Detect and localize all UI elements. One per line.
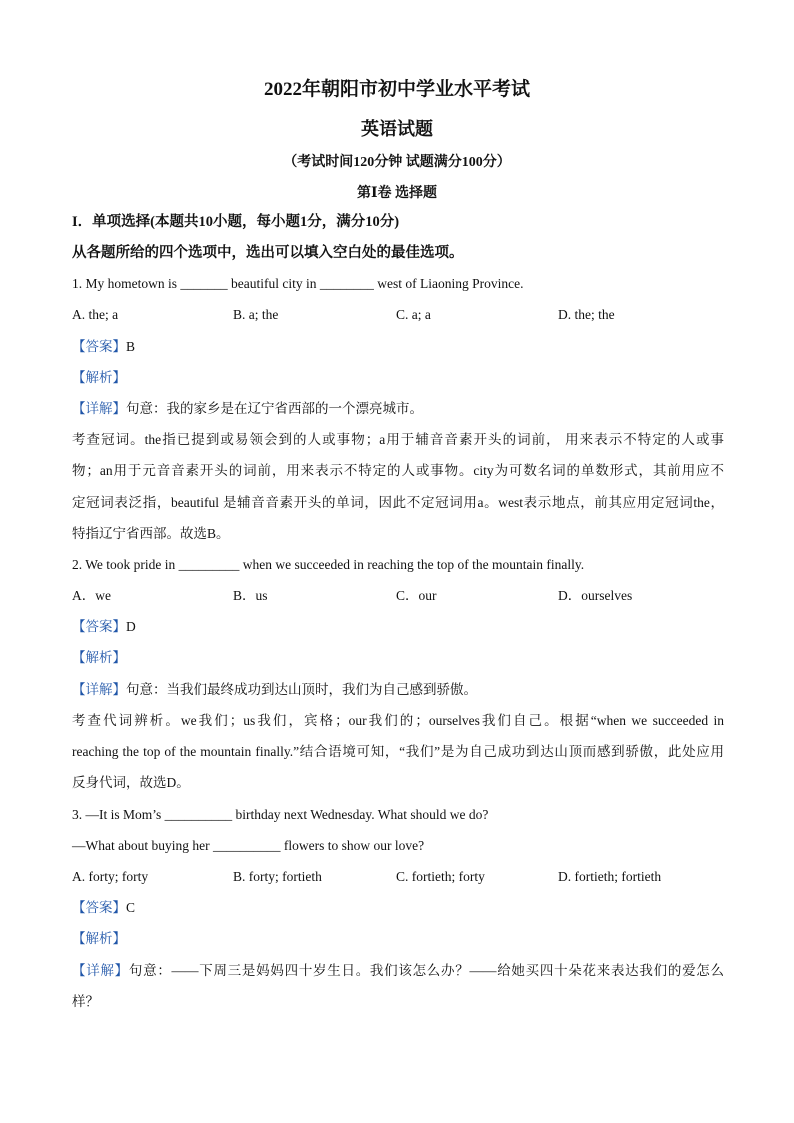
q2-explain-line: 考查代词辨析。we我们；us我们，宾格；our我们的；ourselves我们自己。根据“when we succeeded in (72, 713, 724, 728)
q3-detail-line-2: 样？ (72, 994, 99, 1009)
q1-explain-line: 物；an用于元音音素开头的词前，用来表示不特定的人或事物。city为可数名词的单数形式，其前用应不 (72, 463, 724, 478)
q2-stem: 2. We took pride in _________ when we succeeded in reaching the top of the mountain finally. (72, 557, 585, 572)
detail-label: 【详解】 (72, 963, 129, 978)
q1-option-d: D. the; the (558, 307, 615, 322)
q2-option-c: C．our (396, 588, 437, 603)
exam-info: （考试时间120分钟 试题满分100分） (283, 155, 511, 170)
q2-option-b: B．us (233, 588, 268, 603)
q3-option-d: D. fortieth; fortieth (558, 869, 662, 884)
answer-label: 【答案】 (72, 900, 126, 915)
q2-detail-line (72, 681, 477, 699)
subject-title: 英语试题 (361, 119, 433, 139)
q2-analysis-line (72, 649, 126, 667)
answer-label: 【答案】 (72, 619, 126, 634)
q1-option-a: A. the; a (72, 307, 119, 322)
q3-answer-line (72, 899, 135, 917)
q3-detail-text: 句意：——下周三是妈妈四十岁生日。我们该怎么办？——给她买四十朵花来表达我们的爱怎么 (128, 963, 725, 978)
q1-analysis-line (72, 369, 126, 387)
exam-title: 2022年朝阳市初中学业水平考试 (263, 79, 530, 100)
q1-explain-line: 考查冠词。the指已提到或易领会到的人或事物；a用于辅音音素开头的词前， 用来表示不特定的人或事 (72, 432, 724, 447)
analysis-label: 【解析】 (72, 931, 126, 946)
q3-detail-line (72, 962, 724, 980)
q2-option-d: D．ourselves (558, 588, 633, 603)
q2-option-a: A．we (72, 588, 111, 603)
q3-option-b: B. forty; fortieth (233, 869, 322, 884)
answer-label: 【答案】 (72, 339, 126, 354)
q1-explain-line: 特指辽宁省西部。故选B。 (72, 526, 230, 541)
q2-explain-line: reaching the top of the mountain finally.”结合语境可知，“我们”是为自己成功到达山顶而感到骄傲，此处应用 (72, 744, 724, 759)
q1-answer-line (72, 338, 135, 356)
q2-answer: D (126, 619, 136, 634)
q1-detail-text: 句意：我的家乡是在辽宁省西部的一个漂亮城市。 (126, 401, 423, 416)
analysis-label: 【解析】 (72, 650, 126, 665)
volume-title: 第Ⅰ卷 选择题 (356, 186, 438, 201)
section-instruction: 从各题所给的四个选项中，选出可以填入空白处的最佳选项。 (72, 245, 464, 261)
q1-detail-line (72, 400, 423, 418)
q2-answer-line (72, 618, 136, 636)
q3-option-c: C. fortieth; forty (396, 869, 485, 884)
detail-label: 【详解】 (72, 401, 126, 416)
q3-stem: 3. —It is Mom’s __________ birthday next Wednesday. What should we do? (72, 807, 489, 822)
section-heading: I．单项选择(本题共10小题，每小题1分，满分10分) (72, 214, 400, 230)
q3-stem: —What about buying her __________ flowers to show our love? (72, 838, 425, 853)
q1-option-c: C. a; a (396, 307, 431, 322)
q1-stem: 1. My hometown is _______ beautiful city in ________ west of Liaoning Province. (72, 276, 524, 291)
q2-detail-text: 句意：当我们最终成功到达山顶时，我们为自己感到骄傲。 (126, 682, 477, 697)
q1-answer: B (126, 339, 136, 354)
q3-option-a: A. forty; forty (72, 869, 149, 884)
q1-explain-line: 定冠词表泛指，beautiful 是辅音音素开头的单词，因此不定冠词用a。west表示地点，前其应用定冠词the， (72, 495, 724, 510)
q3-answer: C (126, 900, 136, 915)
q2-explain-line: 反身代词，故选D。 (72, 775, 190, 790)
q3-analysis-line (72, 930, 126, 948)
analysis-label: 【解析】 (72, 370, 126, 385)
detail-label: 【详解】 (72, 682, 126, 697)
q1-option-b: B. a; the (233, 307, 279, 322)
